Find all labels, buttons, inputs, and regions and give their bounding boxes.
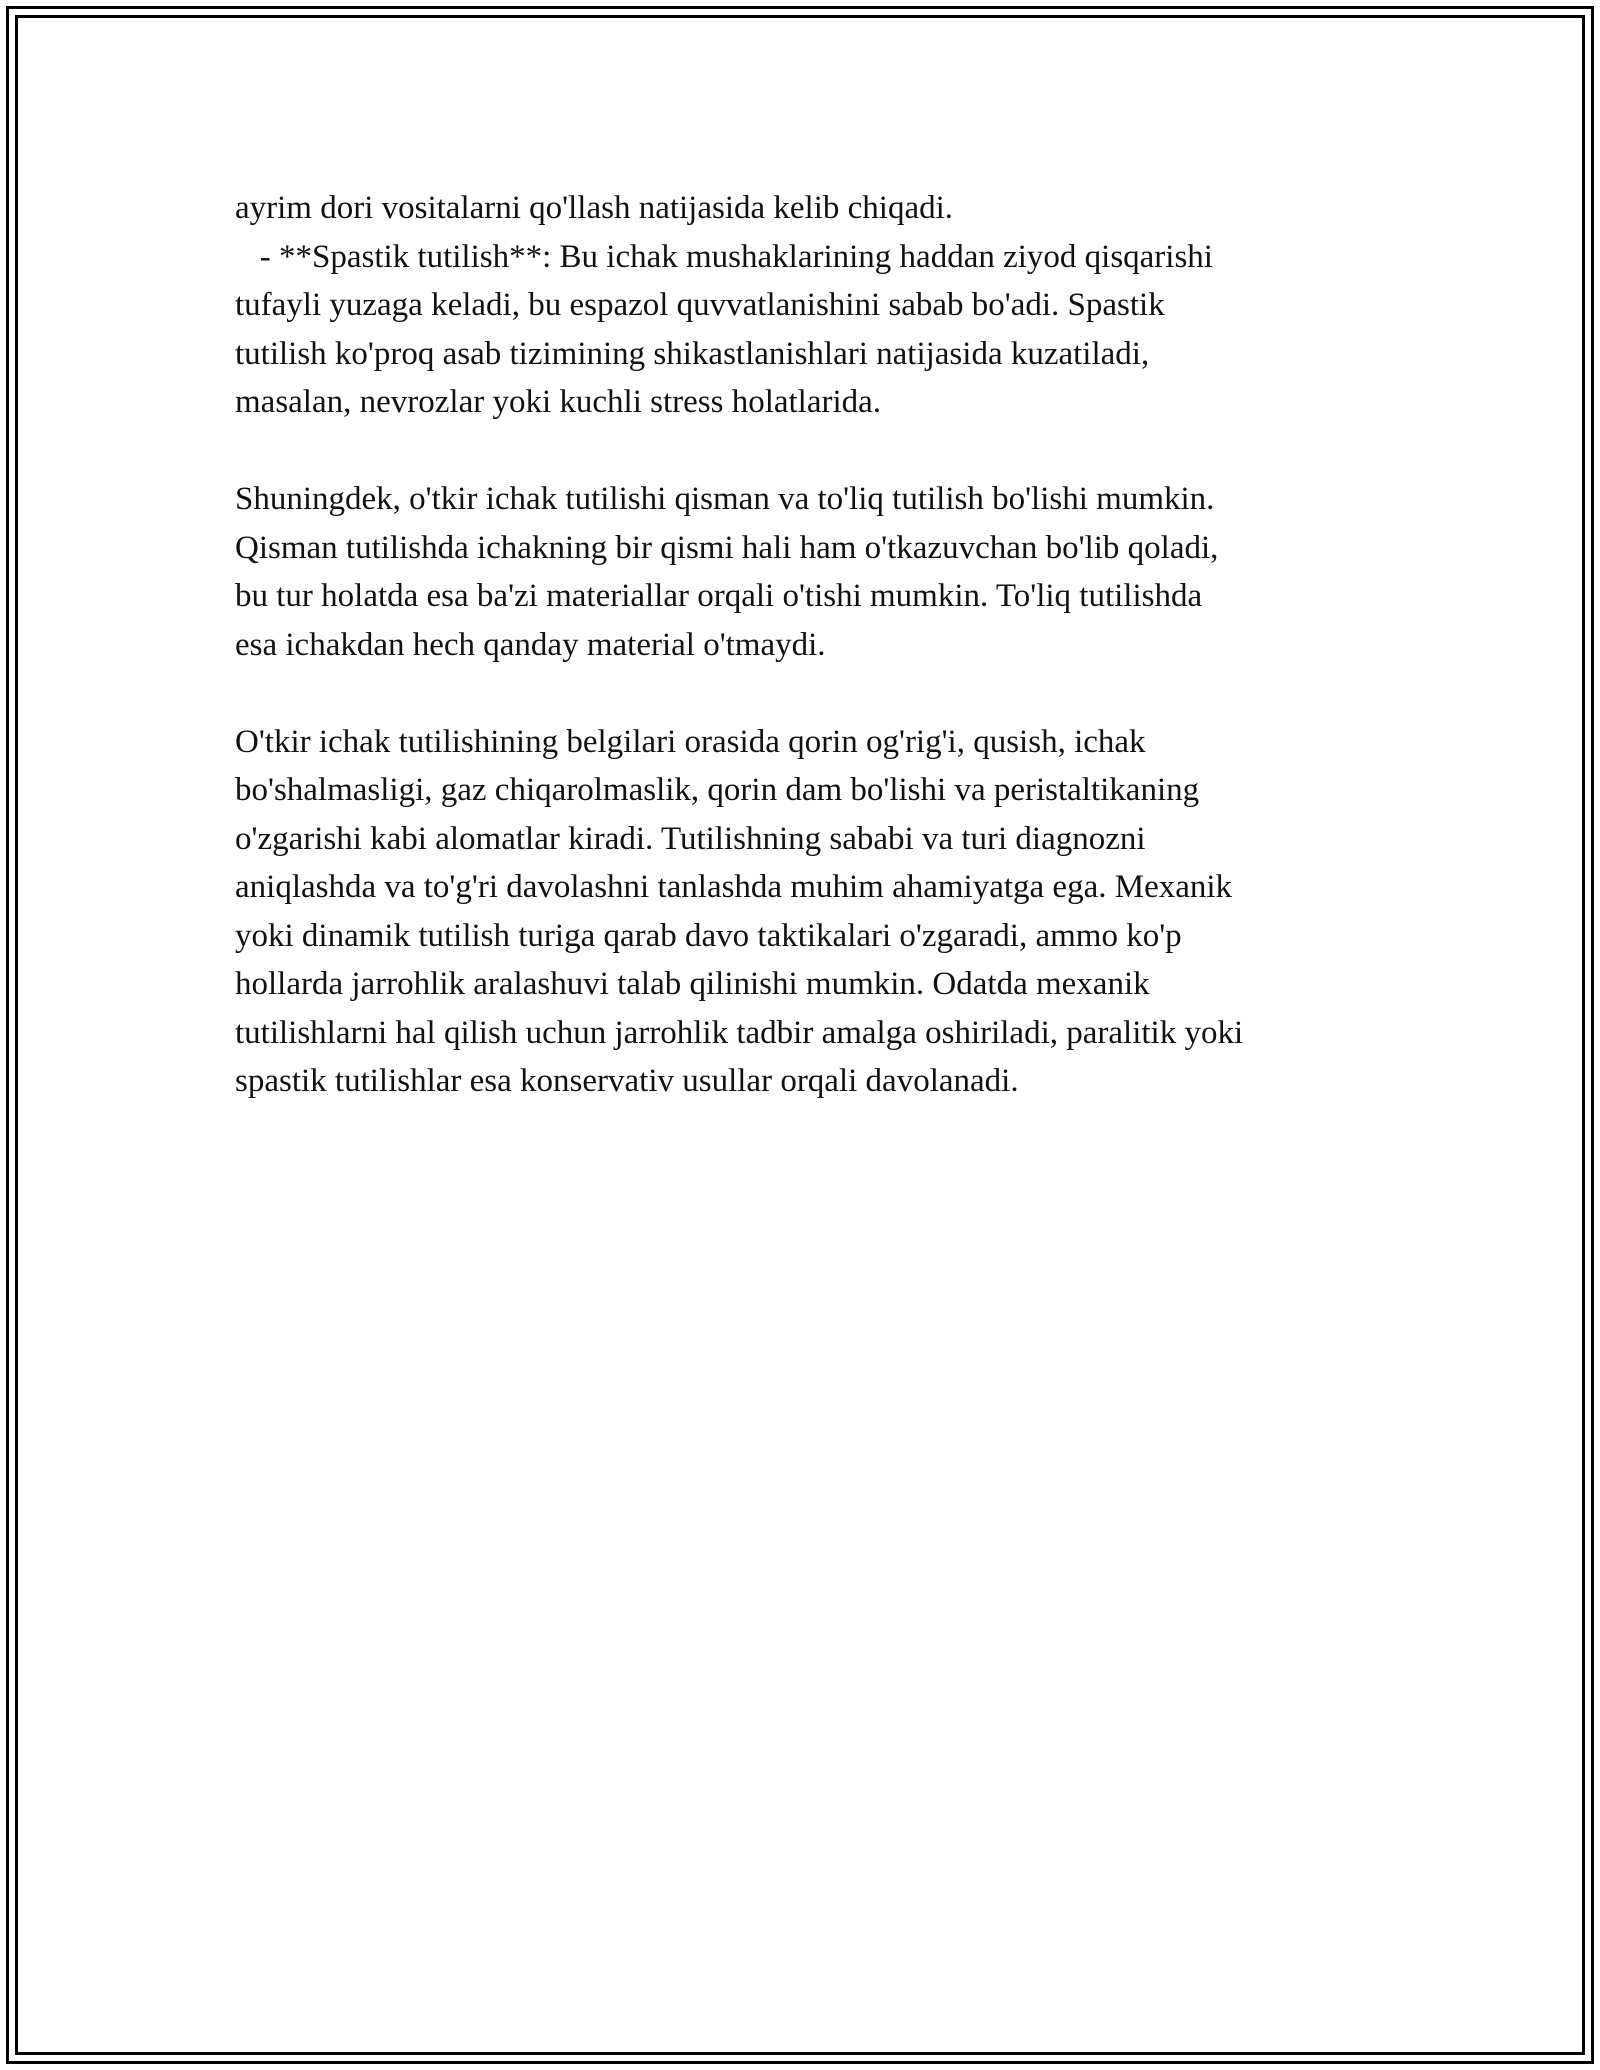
text-line: O'tkir ichak tutilishining belgilari orasida qorin og'rig'i, qusish, ichak [235,723,1146,760]
text-line: Shuningdek, o'tkir ichak tutilishi qisman va to'liq tutilish bo'lishi mumkin. [235,481,1215,517]
text-line: bu tur holatda esa ba'zi materiallar orqali o'tishi mumkin. To'liq tutilishda [235,578,1203,614]
text-line: tufayli yuzaga keladi, bu espazol quvvatlanishini sabab bo'adi. Spastik [235,287,1165,323]
document-body [235,184,1385,1106]
text-line: Qisman tutilishda ichakning bir qismi hali ham o'tkazuvchan bo'lib qoladi, [235,529,1219,566]
text-line: aniqlashda va to'g'ri davolashni tanlashda muhim ahamiyatga ega. Mexanik [235,869,1233,905]
paragraph-2 [235,475,1385,669]
text-line: esa ichakdan hech qanday material o'tmaydi. [235,626,826,663]
paragraph-gap [235,669,1385,718]
paragraph-3 [235,718,1385,1106]
text-line: spastik tutilishlar esa konservativ usullar orqali davolanadi. [235,1063,1019,1099]
text-line: o'zgarishi kabi alomatlar kiradi. Tutilishning sababi va turi diagnozni [235,820,1146,857]
text-line: yoki dinamik tutilish turiga qarab davo taktikalari o'zgaradi, ammo ko'p [235,917,1182,954]
text-line: bo'shalmasligi, gaz chiqarolmaslik, qorin dam bo'lishi va peristaltikaning [235,772,1200,808]
text-line: ayrim dori vositalarni qo'llash natijasida kelib chiqadi. [235,190,954,226]
text-line: - **Spastik tutilish**: Bu ichak mushaklarining haddan ziyod qisqarishi [235,238,1213,275]
text-line: tutilishlarni hal qilish uchun jarrohlik tadbir amalga oshiriladi, paralitik yoki [235,1014,1244,1051]
text-line: tutilish ko'proq asab tizimining shikastlanishlari natijasida kuzatiladi, [235,335,1150,372]
paragraph-gap [235,427,1385,476]
paragraph-1 [235,184,1385,427]
text-line: hollarda jarrohlik aralashuvi talab qilinishi mumkin. Odatda mexanik [235,966,1150,1002]
text-line: masalan, nevrozlar yoki kuchli stress holatlarida. [235,384,882,420]
